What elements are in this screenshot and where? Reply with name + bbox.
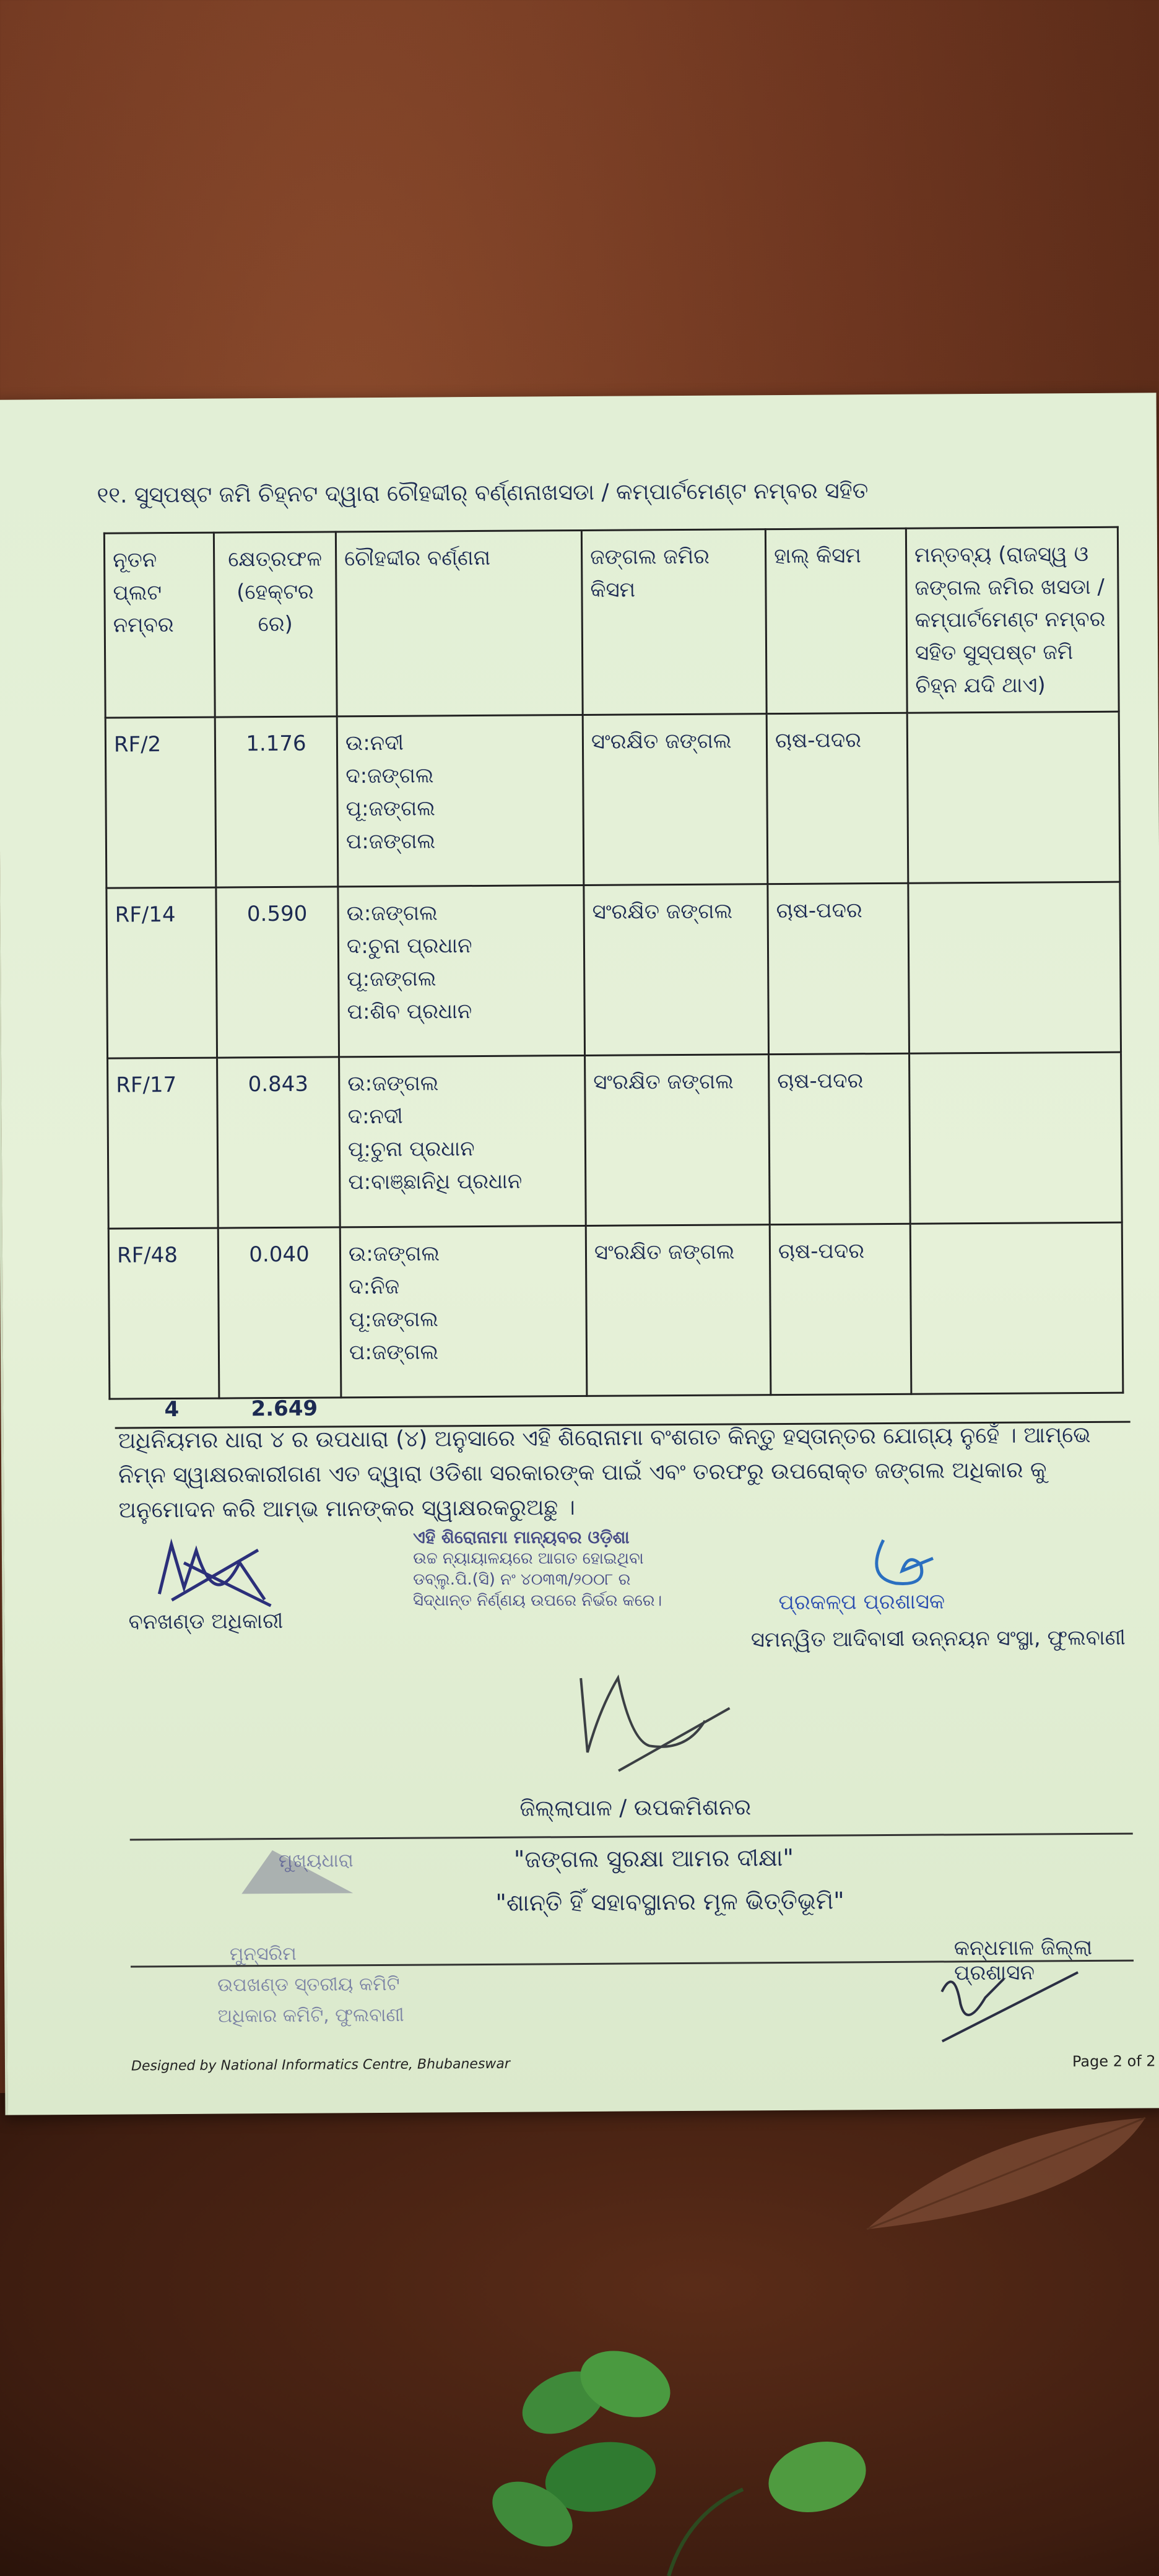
cell-remarks xyxy=(909,1053,1122,1224)
boundary-west: ପ:ବାଞ୍ଛାନିଧି ପ୍ରଧାନ xyxy=(348,1168,523,1194)
table-header-row xyxy=(104,527,1119,718)
collector-signature xyxy=(562,1652,736,1790)
land-record-table xyxy=(103,526,1124,1400)
stamp-line-3: ଡବ୍ଲୁ.ପି.(ସି) ନଂ ୪୦୩୩/୨୦୦୮ ର xyxy=(413,1570,631,1590)
cell-plot-number: RF/2 xyxy=(105,718,216,889)
cell-forest-land-type: ସଂରକ୍ଷିତ ଜଙ୍ଗଲ xyxy=(585,1055,770,1226)
boundary-north: ଉ:ନଦୀ xyxy=(345,731,404,756)
faded-text-3: ଉପଖଣ୍ଡ ସ୍ତରୀୟ କମିଟି xyxy=(217,1973,400,1996)
plant-leaves-image xyxy=(483,2328,916,2576)
boundary-east: ପୂ:ଜଙ୍ଗଲ xyxy=(347,966,436,992)
project-admin-org: ସମନ୍ୱିତ ଆଦିବାସୀ ଉନ୍ନୟନ ସଂସ୍ଥା, ଫୁଲବାଣୀ xyxy=(750,1625,1126,1653)
declaration-paragraph: ଅଧିନିୟମର ଧାରା ୪ ର ଉପଧାରା (୪) ଅନୁସାରେ ଏହି ଶିରୋନାମା ବଂଶଗତ କିନ୍ତୁ ହସ୍ତାନ୍ତର ଯୋଗ୍ୟ ନୁହେଁ । ଆମ୍ଭେ ନିମ୍ନ ସ୍ୱାକ୍ଷରକାରୀଗଣ ଏତ ଦ୍ୱାରା ଓଡିଶା ସରକାରଙ୍କ ପାଇଁ ଏବଂ ତରଫରୁ ଉପରୋକ୍ତ ଜଙ୍ଗଲ ଅଧିକାର କୁ ଅନୁମୋଦନ କରି ଆମ୍ଭ ମାନଙ୍କର ସ୍ୱାକ୍ଷରକରୁଅଛୁ । xyxy=(118,1422,1091,1523)
cell-forest-land-type: ସଂରକ୍ଷିତ ଜଙ୍ଗଲ xyxy=(586,1225,771,1396)
table-row xyxy=(105,712,1120,889)
cell-remarks xyxy=(908,882,1121,1054)
stamp-line-4: ସିଦ୍ଧାନ୍ତ ନିର୍ଣ୍ଣୟ ଉପରେ ନିର୍ଭର କରେ। xyxy=(413,1591,662,1611)
faded-text-4: ଅଧିକାର କମିଟି, ଫୁଲବାଣୀ xyxy=(217,2004,404,2027)
cell-forest-land-type: ସଂରକ୍ଷିତ ଜଙ୍ଗଲ xyxy=(584,884,769,1056)
boundary-south: ଦ:ଜଙ୍ଗଲ xyxy=(345,763,434,789)
divider-line xyxy=(130,1833,1133,1841)
header-boundary: ଚୌହଦ୍ଦୀର ବର୍ଣ୍ଣନା xyxy=(336,530,583,716)
footer-credit: Designed by National Informatics Centre, Bhubaneswar xyxy=(131,2056,510,2074)
document-page xyxy=(0,393,1159,2115)
cell-area: 0.040 xyxy=(218,1227,341,1398)
boundary-east: ପୂ:ଚୁନା ପ୍ରଧାନ xyxy=(347,1136,475,1162)
district-administration-label: କନ୍ଧମାଳ ଜିଲ୍ଲା ପ୍ରଶାସନ xyxy=(953,1934,1093,1986)
cell-plot-number: RF/14 xyxy=(106,888,217,1059)
boundary-west: ପ:ଶିବ ପ୍ରଧାନ xyxy=(347,998,472,1024)
table-row xyxy=(108,1053,1122,1229)
cell-plot-number: RF/17 xyxy=(108,1058,219,1229)
boundary-north: ଉ:ଜଙ୍ଗଲ xyxy=(347,1071,439,1097)
collector-label: ଜିଲ୍ଲାପାଳ / ଉପକମିଶନର xyxy=(519,1795,752,1822)
cell-boundary xyxy=(340,1226,587,1398)
cell-boundary xyxy=(338,886,585,1057)
cell-plot-number: RF/48 xyxy=(108,1229,219,1399)
cell-remarks xyxy=(910,1223,1123,1395)
boundary-west: ପ:ଜଙ୍ଗଲ xyxy=(349,1339,439,1365)
cell-area: 0.843 xyxy=(217,1057,341,1228)
cell-boundary xyxy=(339,1056,586,1227)
header-area: କ୍ଷେତ୍ରଫଳ (ହେକ୍ଟର ରେ) xyxy=(214,532,337,718)
header-current-type: ହାଲ୍ କିସମ xyxy=(765,528,907,714)
footer-page-number: Page 2 of 2 xyxy=(1072,2052,1156,2071)
header-forest-land-type: ଜଙ୍ଗଲ ଜମିର କିସମ xyxy=(581,529,766,715)
cell-forest-land-type: ସଂରକ୍ଷିତ ଜଙ୍ଗଲ xyxy=(583,714,768,886)
total-plot-count: 4 xyxy=(164,1396,180,1422)
cell-boundary xyxy=(337,715,584,887)
boundary-east: ପୂ:ଜଙ୍ଗଲ xyxy=(349,1307,438,1333)
slogan-peace: "ଶାନ୍ତି ହିଁ ସହାବସ୍ଥାନର ମୂଳ ଭିତ୍ତିଭୂମି" xyxy=(495,1887,844,1917)
cell-current-type: ଚାଷ-ପଦର xyxy=(769,1054,911,1225)
section-heading: ୧୧. ସୁସ୍ପଷ୍ଟ ଜମି ଚିହ୍ନଟ ଦ୍ୱାରା ଚୌହଦ୍ଦୀର୍ ବର୍ଣ୍ଣନାଖସଡା / କମ୍ପାର୍ଟମେଣ୍ଟ ନମ୍ବର ସହିତ xyxy=(97,478,869,508)
stamp-line-1: ଏହି ଶିରୋନାମା ମାନ୍ୟବର ଓଡ଼ିଶା xyxy=(413,1526,630,1548)
project-admin-title: ପ୍ରକଳ୍ପ ପ୍ରଶାସକ xyxy=(778,1589,945,1616)
cell-area: 1.176 xyxy=(215,716,338,887)
slogan-forest-protection: "ଜଙ୍ଗଲ ସୁରକ୍ଷା ଆମର ଦୀକ୍ଷା" xyxy=(513,1843,794,1873)
forest-officer-signature xyxy=(147,1525,284,1619)
boundary-north: ଉ:ଜଙ୍ଗଲ xyxy=(346,900,438,926)
dry-leaf-image xyxy=(854,2105,1152,2242)
faded-text-2: ମୁନ୍ସରିମ xyxy=(229,1943,297,1965)
header-plot-number: ନୂତନ ପ୍ଲଟ ନମ୍ବର xyxy=(104,533,215,718)
legal-notice-stamp xyxy=(413,1526,735,1612)
district-signature xyxy=(929,1954,1091,2048)
boundary-south: ଦ:ନିଜ xyxy=(349,1274,400,1300)
boundary-west: ପ:ଜଙ୍ଗଲ xyxy=(345,828,436,854)
header-remarks: ମନ୍ତବ୍ୟ (ରାଜସ୍ୱ ଓ ଜଙ୍ଗଲ ଜମିର ଖସଡା / କମ୍ପାର୍ଟମେଣ୍ଟ ନମ୍ବର ସହିତ ସୁସ୍ପଷ୍ଟ ଜମି ଚିହ୍ନ ଯଦି ଥାଏ) xyxy=(906,527,1119,713)
cell-area: 0.590 xyxy=(216,887,339,1058)
total-area: 2.649 xyxy=(251,1396,318,1422)
forest-officer-label: ବନଖଣ୍ଡ ଅଧିକାରୀ xyxy=(128,1608,284,1635)
boundary-east: ପୂ:ଜଙ୍ଗଲ xyxy=(345,796,435,822)
boundary-south: ଦ:ଚୁନା ପ୍ରଧାନ xyxy=(346,933,472,959)
cell-current-type: ଚାଷ-ପଦର xyxy=(768,884,909,1055)
table-row xyxy=(106,882,1121,1059)
cell-remarks xyxy=(907,712,1120,884)
table-row xyxy=(108,1223,1123,1399)
cell-current-type: ଚାଷ-ପଦର xyxy=(766,713,908,884)
cell-current-type: ଚାଷ-ପଦର xyxy=(770,1224,911,1395)
faded-text-1: ମୁଖ୍ୟଧାରା xyxy=(278,1850,354,1872)
boundary-north: ଉ:ଜଙ୍ଗଲ xyxy=(348,1241,440,1267)
stamp-line-2: ଉଚ୍ଚ ନ୍ୟାୟାଳୟରେ ଆଗତ ହୋଇଥିବା xyxy=(413,1549,644,1569)
boundary-south: ଦ:ନଦୀ xyxy=(347,1103,403,1129)
